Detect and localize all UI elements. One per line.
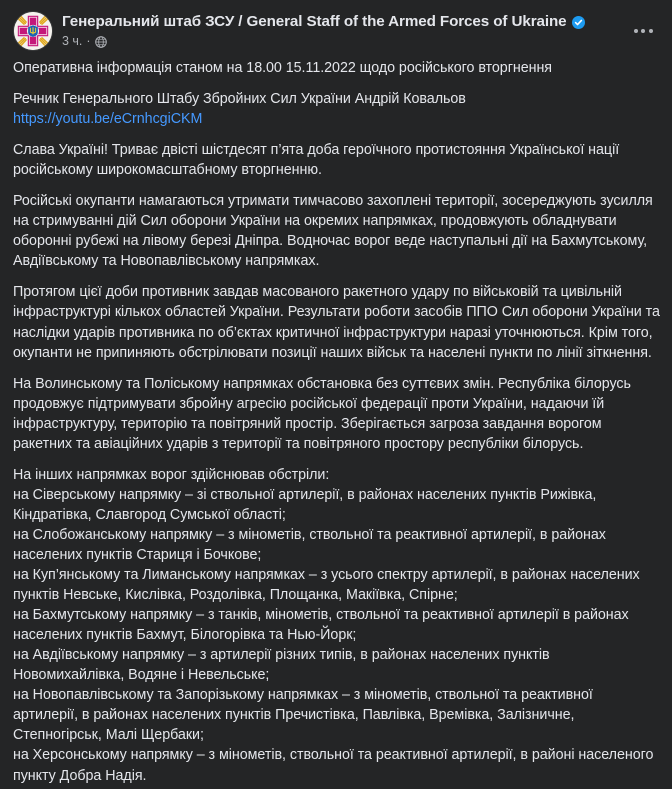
shelling-item-kupianskyi-lymanskyi: на Куп’янському та Лиманському напрямках – з усього спектру артилерії, в районах населених пунктів Невське, Кислівка, Роздолівка, Площанка, Макіївка, Спірне;: [13, 567, 644, 604]
post-link-paragraph: [13, 109, 660, 129]
post-paragraph-headline: Оперативна інформація станом на 18.00 15.11.2022 щодо російського вторгнення: [13, 60, 552, 76]
post-paragraph-occupiers: Російські окупанти намагаються утримати тимчасово захоплені території, зосереджують зусилля на стримуванні дій Сил оборони України на окремих напрямках, продовжують обладнувати оборонні рубежі на лівому березі Дніпра. Водночас ворог веде наступальні дії на Бахмутському, Авдіївському та Новопавлівському напрямках.: [13, 193, 657, 270]
page-name[interactable]: Генеральний штаб ЗСУ / General Staff of the Armed Forces of Ukraine: [62, 13, 567, 30]
post-paragraph-glory: Слава Україні! Триває двісті шістдесят п’ята доба героїчного протистояння Української нації російському широкомасштабному вторгненню.: [13, 142, 624, 179]
more-dot: [641, 29, 645, 33]
general-staff-emblem-avatar: [14, 12, 52, 50]
shelling-item-siverskyi: на Сіверському напрямку – зі ствольної артилерії, в районах населених пунктів Рижівка, Кіндратівка, Славгород Сумської області;: [13, 486, 601, 523]
post-paragraph-volyn-polissia: На Волинському та Поліському напрямках обстановка без суттєвих змін. Республіка білорусь продовжує підтримувати збройну агресію російської федерації проти України, надаючи їй інфраструктуру, територію та повітряний простір. Зберігається загроза завдання ворогом ракетних та авіаційних ударів з території та повітряного простору республіки білорусь.: [13, 375, 635, 452]
youtube-link[interactable]: https://youtu.be/eCrnhcgiCKM: [13, 111, 203, 128]
shelling-item-bakhmutskyi: на Бахмутському напрямку – з танків, мінометів, ствольної та реактивної артилерії в районах населених пунктів Бахмут, Білогорівка та Нью-Йорк;: [13, 607, 633, 644]
verified-badge-icon: [572, 16, 585, 29]
post-timestamp[interactable]: 3 ч.: [62, 34, 83, 48]
page-name-row: [62, 12, 660, 31]
post-paragraph-spokesperson: Речник Генерального Штабу Збройних Сил України Андрій Ковальов: [13, 91, 466, 108]
more-dot: [634, 29, 638, 33]
post-header: [0, 0, 672, 58]
globe-public-icon[interactable]: [95, 36, 107, 48]
avatar[interactable]: [13, 11, 53, 51]
shelling-item-avdiivskyi: на Авдіївському напрямку – з артилерії різних типів, в районах населених пунктів Новомихайлівка, Водяне і Невельське;: [13, 647, 554, 684]
shelling-item-slobozhanskyi: на Слобожанському напрямку – з мінометів, ствольної та реактивної артилерії, в районах населених пунктів Стариця і Бочкове;: [13, 526, 610, 563]
post-header-text: [62, 11, 660, 49]
shelling-item-novopavlivskyi-zaporizkyi: на Новопавлівському та Запорізькому напрямках – з мінометів, ствольної та реактивної артилерії, в районах населених пунктів Пречистівка, Павлівка, Времівка, Залізничне, Степногірськ, Малі Щербаки;: [13, 687, 597, 744]
post-meta-row: [62, 33, 660, 49]
shelling-item-khersonskyi: на Херсонському напрямку – з мінометів, ствольної та реактивної артилерії, в районі населеного пункту Добра Надія.: [13, 747, 658, 784]
post-paragraph-missile-strikes: Протягом цієї доби противник завдав масованого ракетного удару по військовій та цивільній інфраструктурі кількох областей України. Результати роботи засобів ППО Сил оборони України та наслідки ударів противника по об’єктах критичної інфраструктури наразі уточнюються. Крім того, окупанти не припиняють обстрілювати позиції наших військ та населені пункти по лінії зіткнення.: [13, 284, 664, 361]
more-dot: [649, 29, 653, 33]
more-options-icon[interactable]: [628, 20, 658, 42]
post-body: [0, 58, 672, 789]
shelling-intro: На інших напрямках ворог здійснював обстріли:: [13, 466, 330, 483]
meta-separator: ·: [86, 34, 91, 48]
